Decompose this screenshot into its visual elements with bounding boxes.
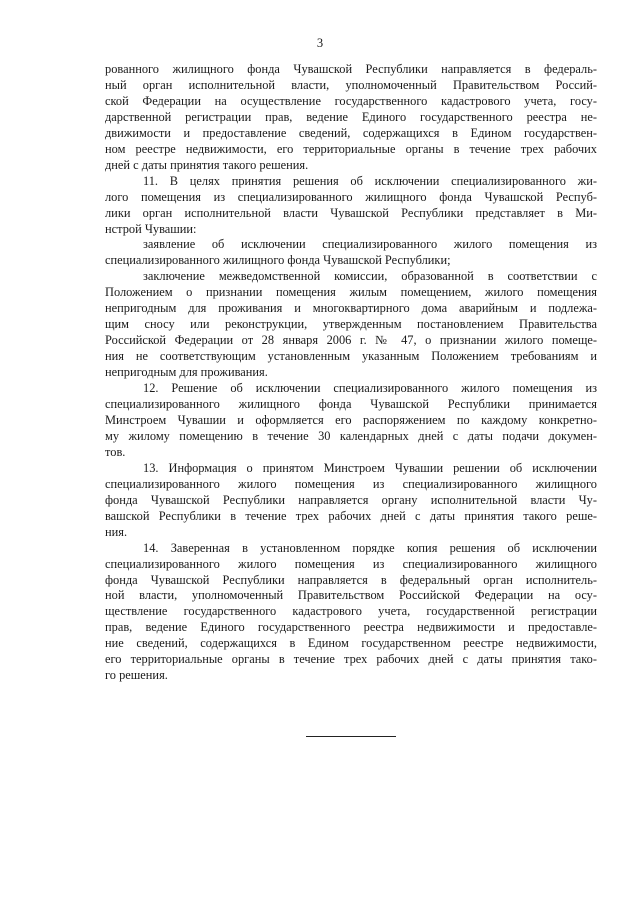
text-line: Положением о признании помещения жилым помещением, жилого помещения — [105, 285, 597, 300]
paragraph-continuation — [105, 62, 597, 174]
text-line: специализированного жилищного фонда Чувашской Республики принимается — [105, 397, 597, 412]
paragraph-item-11-a — [105, 237, 597, 269]
text-line: тов. — [105, 444, 126, 459]
text-line: его территориальные органы в течение трех рабочих дней с даты принятия тако- — [105, 652, 597, 667]
text-line: 12. Решение об исключении специализированного жилого помещения из — [143, 381, 597, 396]
text-line: ние сведений, содержащихся в Едином государственном реестре недвижимости, — [105, 636, 597, 651]
text-line: рованного жилищного фонда Чувашской Республики направляется в федераль- — [105, 62, 597, 76]
paragraph-item-13 — [105, 461, 597, 541]
paragraph-item-12 — [105, 381, 597, 461]
text-line: фонда Чувашской Республики направляется в федеральный орган исполнитель- — [105, 572, 597, 587]
text-line: фонда Чувашской Республики направляется органу исполнительной власти Чу- — [105, 492, 597, 507]
text-line: 14. Заверенная в установленном порядке копия решения об исключении — [143, 540, 597, 555]
text-line: вашской Республики в течение трех рабочих дней с даты принятия такого реше- — [105, 508, 597, 523]
text-line: непригодным для проживания и многоквартирного дома аварийным и подлежа- — [105, 301, 597, 316]
text-line: специализированного жилого помещения из специализированного жилищного — [105, 556, 597, 571]
text-line: лики орган исполнительной власти Чувашской Республики представляет в Ми- — [105, 205, 597, 220]
text-line: 13. Информация о принятом Минстроем Чувашии решении об исключении — [143, 460, 597, 475]
text-line: специализированного жилого помещения из специализированного жилищного — [105, 476, 597, 491]
text-line: го решения. — [105, 668, 168, 683]
page-number: 3 — [316, 36, 324, 50]
text-line: Минстроем Чувашии и оформляется его распоряжением по каждому конкретно- — [105, 412, 597, 427]
text-line: Российской Федерации от 28 января 2006 г. № 47, о признании жилого помеще- — [105, 333, 597, 348]
text-line: нстрой Чувашии: — [105, 221, 197, 236]
text-line: заявление об исключении специализированного жилого помещения из — [143, 237, 597, 252]
text-line: прав, ведение Единого государственного реестра недвижимости и предоставле- — [105, 620, 597, 635]
text-line: ской Федерации на осуществление государственного кадастрового учета, госу- — [105, 93, 597, 108]
text-line: му жилому помещению в течение 30 календарных дней с даты подачи докумен- — [105, 428, 597, 443]
end-of-text-rule — [306, 736, 396, 737]
text-line: дней с даты принятия такого решения. — [105, 157, 309, 172]
paragraph-item-14 — [105, 541, 597, 685]
text-line: ный орган исполнительной власти, уполномоченный Правительством Россий- — [105, 77, 597, 92]
text-line: непригодным для проживания. — [105, 365, 268, 380]
text-line: ния. — [105, 524, 128, 539]
text-line: дарственной регистрации прав, ведение Единого государственного реестра не- — [105, 109, 597, 124]
text-line: движимости и предоставление сведений, содержащихся в Едином государствен- — [105, 125, 597, 140]
text-line: щим сносу или реконструкции, утвержденным постановлением Правительства — [105, 317, 597, 332]
paragraph-item-11-b — [105, 269, 597, 381]
text-line: ной власти, уполномоченный Правительством Российской Федерации на осу- — [105, 588, 597, 603]
text-line: лого помещения из специализированного жилищного фонда Чувашской Респуб- — [105, 189, 597, 204]
text-line: специализированного жилищного фонда Чувашской Республики; — [105, 253, 451, 268]
paragraph-item-11 — [105, 174, 597, 238]
document-body — [105, 62, 597, 684]
text-line: 11. В целях принятия решения об исключении специализированного жи- — [143, 173, 597, 188]
text-line: ния не соответствующим установленным указанным Положением требованиям и — [105, 349, 597, 364]
text-line: ществление государственного кадастрового учета, государственной регистрации — [105, 604, 597, 619]
text-line: ном реестре недвижимости, его территориальные органы в течение трех рабочих — [105, 141, 597, 156]
text-line: заключение межведомственной комиссии, образованной в соответствии с — [143, 269, 597, 284]
